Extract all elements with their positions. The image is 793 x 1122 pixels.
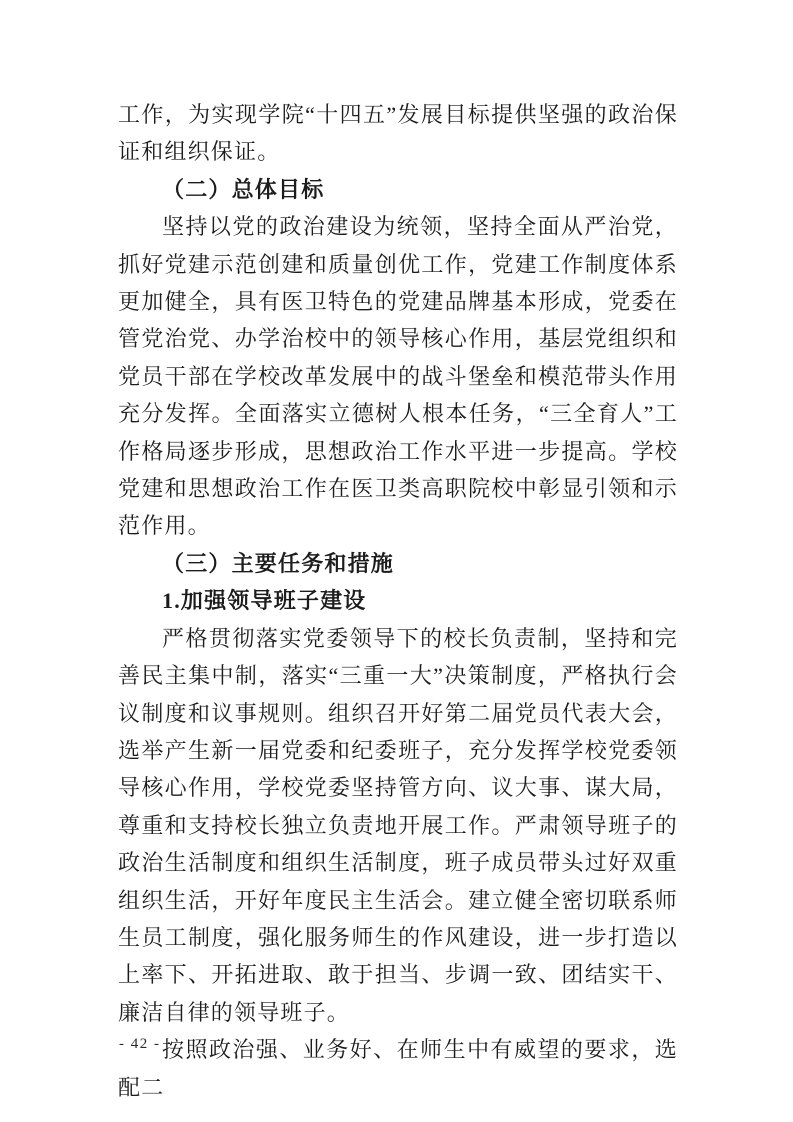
paragraph-continuation: 工作，为实现学院“十四五”发展目标提供坚强的政治保证和组织保证。 bbox=[118, 102, 678, 165]
section-heading-overall-goal: （二）总体目标 bbox=[162, 176, 325, 202]
section-heading-main-tasks: （三）主要任务和措施 bbox=[162, 550, 395, 576]
paragraph-overall-goal: 坚持以党的政治建设为统领，坚持全面从严治党，抓好党建示范创建和质量创优工作，党建工作制度体系更加健全，具有医卫特色的党建品牌基本形成，党委在管党治党、办学治校中的领导核心作用，基层党组织和党员干部在学校改革发展中的战斗堡垒和模范带头作用充分发挥。全面落实立德树人根本任务，“三全育人”工作格局逐步形成，思想政治工作水平进一步提高。学校党建和思想政治工作在医卫类高职院校中彰显引领和示范作用。 bbox=[118, 214, 678, 539]
paragraph-selection-criteria: 按照政治强、业务好、在师生中有威望的要求，选配二 bbox=[118, 1037, 678, 1100]
page-number: - 42 - bbox=[119, 1036, 161, 1052]
subsection-heading-leadership-team: 1.加强领导班子建设 bbox=[162, 588, 367, 614]
document-body bbox=[118, 96, 678, 1106]
paragraph-leadership-team: 严格贯彻落实党委领导下的校长负责制，坚持和完善民主集中制，落实“三重一大”决策制度，严格执行会议制度和议事规则。组织召开好第二届党员代表大会，选举产生新一届党委和纪委班子，充分发挥学校党委领导核心作用，学校党委坚持管方向、议大事、谋大局，尊重和支持校长独立负责地开展工作。严肃领导班子的政治生活制度和组织生活制度，班子成员带头过好双重组织生活，开好年度民主生活会。建立健全密切联系师生员工制度，强化服务师生的作风建设，进一步打造以上率下、开拓进取、敢于担当、步调一致、团结实干、廉洁自律的领导班子。 bbox=[118, 625, 678, 1025]
